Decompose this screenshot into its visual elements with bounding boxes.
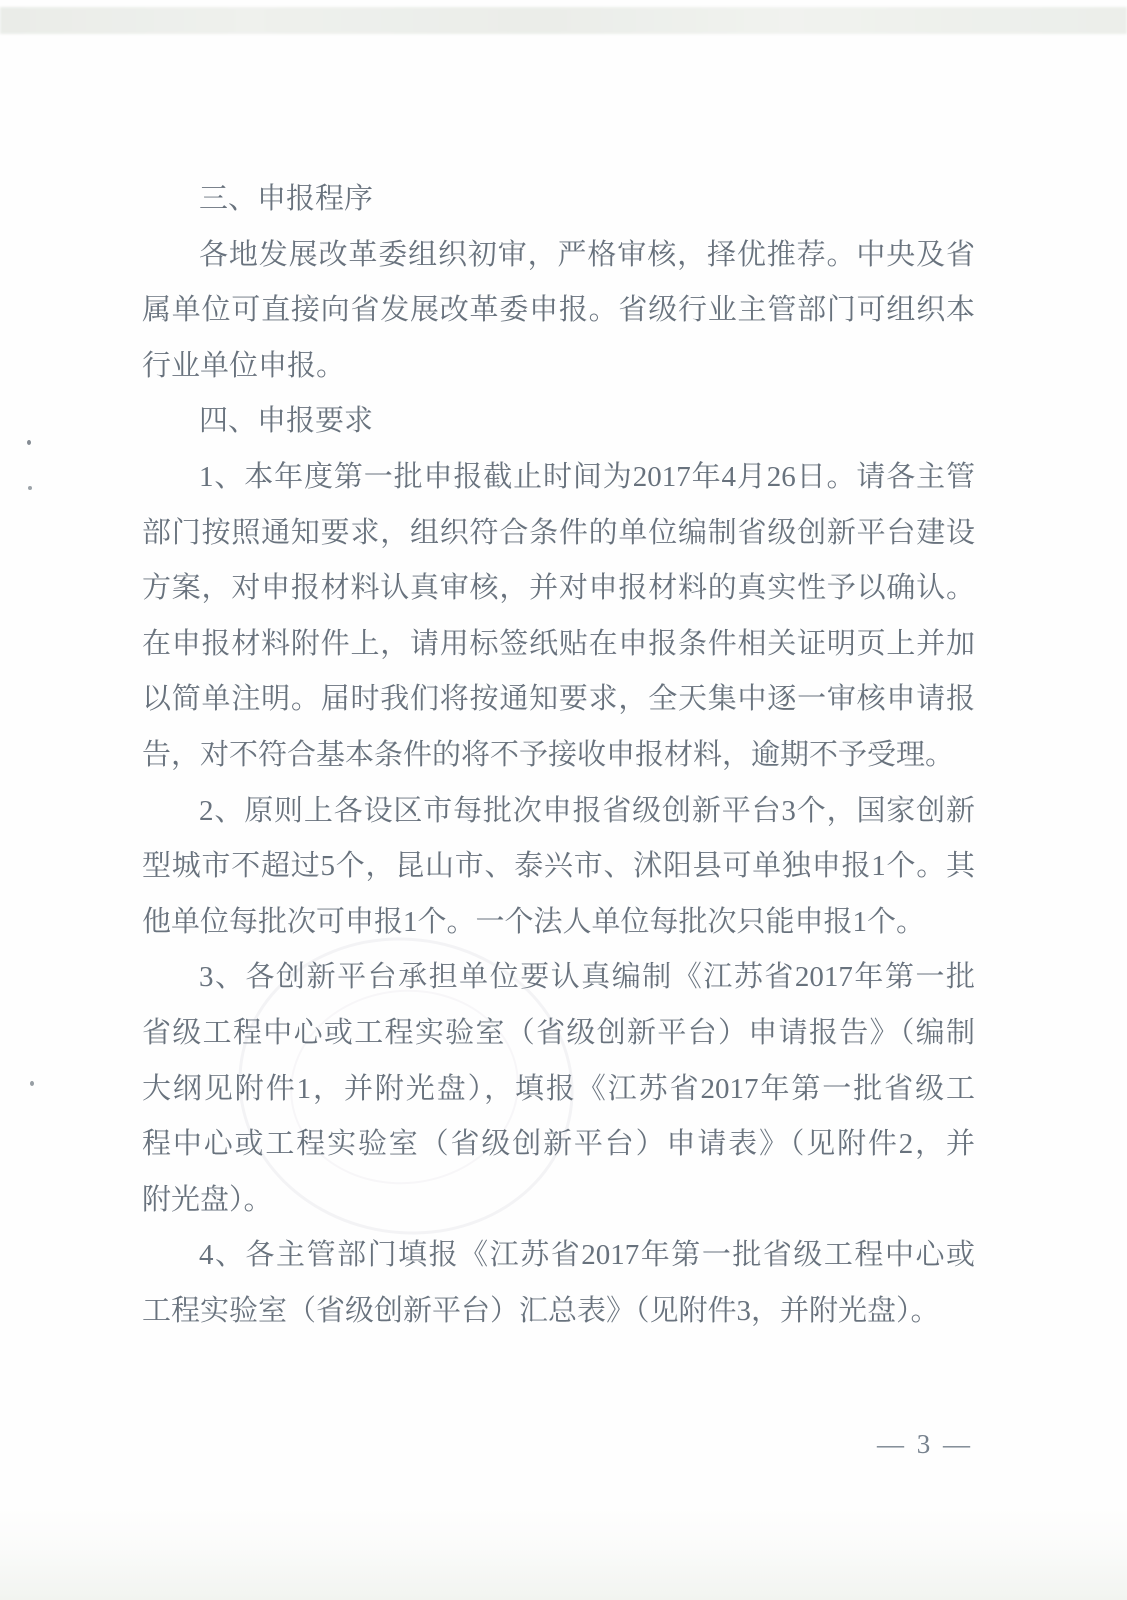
page-number: — 3 —	[877, 1429, 973, 1459]
text-line: 型城市不超过5个，昆山市、泰兴市、沭阳县可单独申报1个。其	[142, 850, 975, 883]
text-line: 附光盘）。	[142, 1183, 273, 1216]
text-line: 属单位可直接向省发展改革委申报。省级行业主管部门可组织本	[142, 294, 975, 327]
scan-speck	[27, 440, 31, 445]
text-line: 告，对不符合基本条件的将不予接收申报材料，逾期不予受理。	[142, 738, 955, 771]
text-line: 部门按照通知要求，组织符合条件的单位编制省级创新平台建设	[142, 516, 975, 549]
scan-artifact-bottom-band	[0, 1505, 1127, 1600]
scan-artifact-top-band	[0, 7, 1127, 34]
text-line: 方案，对申报材料认真审核，并对申报材料的真实性予以确认。	[142, 572, 975, 605]
text-line: 2、原则上各设区市每批次申报省级创新平台3个，国家创新	[199, 794, 975, 827]
text-line: 行业单位申报。	[142, 349, 346, 382]
text-line: 3、各创新平台承担单位要认真编制《江苏省2017年第一批	[199, 961, 975, 994]
text-line: 4、各主管部门填报《江苏省2017年第一批省级工程中心或	[199, 1239, 975, 1272]
scan-speck	[30, 1081, 34, 1086]
text-line: 程中心或工程实验室（省级创新平台）申请表》（见附件2，并	[142, 1128, 975, 1161]
text-line: 他单位每批次可申报1个。一个法人单位每批次只能申报1个。	[142, 905, 926, 938]
document-body	[142, 172, 975, 1339]
text-line: 以简单注明。届时我们将按通知要求，全天集中逐一审核申请报	[142, 683, 975, 716]
scan-speck	[28, 486, 32, 490]
text-line: 在申报材料附件上，请用标签纸贴在申报条件相关证明页上并加	[142, 627, 975, 660]
text-line: 工程实验室（省级创新平台）汇总表》（见附件3，并附光盘）。	[142, 1294, 940, 1327]
section-heading-3: 三、申报程序	[199, 183, 374, 215]
section-heading-4: 四、申报要求	[199, 405, 374, 438]
text-line: 各地发展改革委组织初审，严格审核，择优推荐。中央及省	[199, 238, 975, 271]
text-line: 大纲见附件1，并附光盘），填报《江苏省2017年第一批省级工	[142, 1072, 975, 1105]
text-line: 1、本年度第一批申报截止时间为2017年4月26日。请各主管	[199, 460, 975, 493]
text-line: 省级工程中心或工程实验室（省级创新平台）申请报告》（编制	[142, 1016, 975, 1049]
